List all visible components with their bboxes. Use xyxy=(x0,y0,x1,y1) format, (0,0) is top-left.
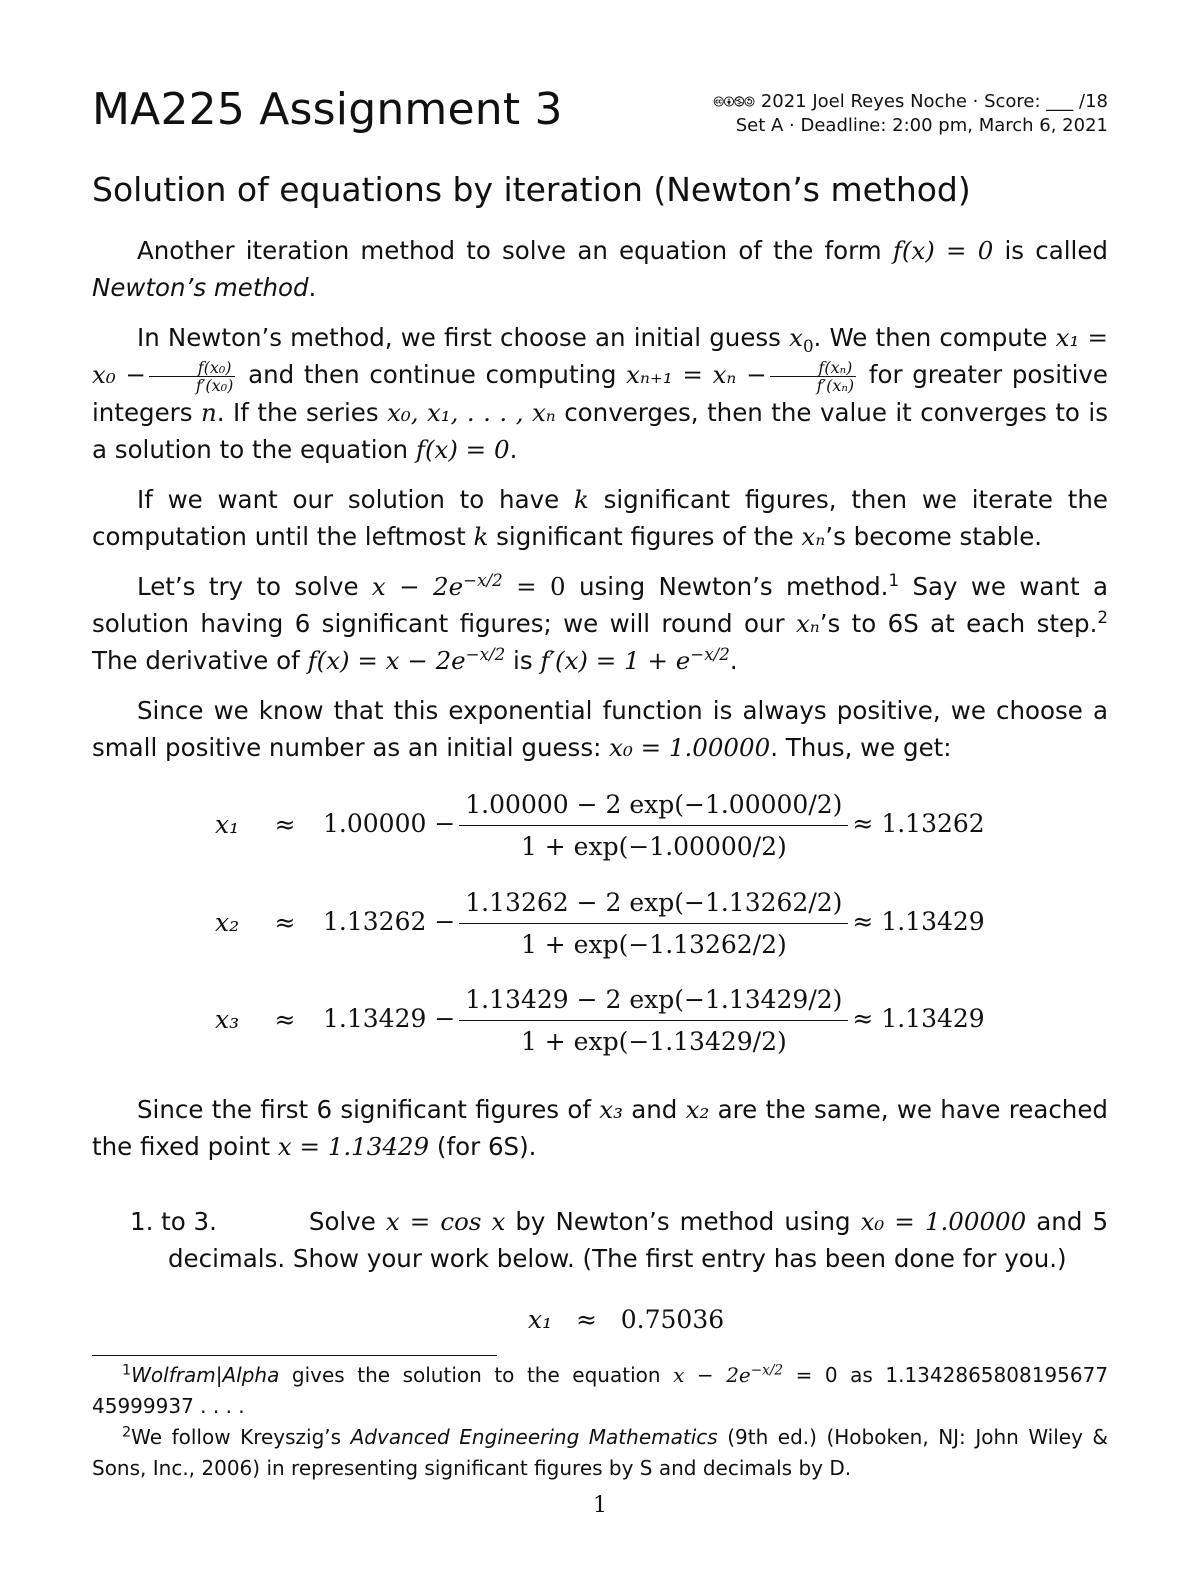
iteration-fraction: $\frac{1.13262 - 2 \exp(-1.13262/2)}{1 + \exp(-1.13262/2)}$ xyxy=(459,888,848,959)
paragraph-conclusion: Since the first 6 significant figures of x₃ and x₂ are the same, we have reached the fixed point x = 1.13429 (for 6S). xyxy=(92,1095,1108,1161)
exercise-number: 1. to 3. xyxy=(130,1207,217,1236)
footnotes xyxy=(92,1360,1108,1484)
page-number: 1 xyxy=(593,1493,607,1518)
footnote-divider xyxy=(92,1355,497,1356)
exercise-item xyxy=(92,1203,1108,1277)
paragraph-method: In Newton’s method, we first choose an initial guess $x_0$. We then compute x₁ = x₀ − $\frac{\text{f(x₀)}}{\text{f′(x₀)}}$ and then continue computing xₙ₊₁ = xₙ − $\frac{\text{f(xₙ)}}{\text{f′(xₙ)}}$ for greater positive integers n. If the series x₀, x₁, . . . , xₙ converges, then the value it converges to is a solution to the equation f(x) = 0. xyxy=(92,323,1108,464)
paragraph-example: Let’s try to solve $x - 2e^{-x/2} = 0$ using Newton’s method.$^1$ Say we want a solution having 6 significant figures; we will round our xₙ’s to 6S at each step.$^2$ The derivative of $f(x) = x - 2e^{-x/2}$ is $f'(x) = 1 + e^{-x/2}$. xyxy=(92,570,1108,675)
footnote-1: $^1$Wolfram|Alpha gives the solution to the equation $x - 2e^{-x/2} = 0$ as 1.1342865808195677 45999937 . . . . xyxy=(92,1362,1109,1418)
footnote-ref-2: 2 xyxy=(1097,607,1108,627)
assignment-title: MA225 Assignment 3 xyxy=(92,84,563,135)
emphasis-newtons-method: Newton’s method xyxy=(92,273,309,302)
meta-line-1: 🅭🅯🄏🄎 2021 Joel Reyes Noche · Score: ___ /18 xyxy=(714,91,1108,112)
section-heading: Solution of equations by iteration (Newton’s method) xyxy=(92,170,971,209)
body-text xyxy=(92,232,1108,779)
fraction-f-over-fprime-xn: $\frac{\text{f(xₙ)}}{\text{f′(xₙ)}}$ xyxy=(770,359,857,394)
paragraph-initial-guess: Since we know that this exponential function is always positive, we choose a small positive number as an initial guess: x₀ = 1.00000. Thus, we get: xyxy=(92,695,1108,762)
paragraph-significant-figures: If we want our solution to have k significant figures, then we iterate the computation until the leftmost k significant figures of the xₙ’s become stable. xyxy=(92,484,1108,551)
header-meta xyxy=(714,90,1108,138)
iteration-fraction: $\frac{1.13429 - 2 \exp(-1.13429/2)}{1 + \exp(-1.13429/2)}$ xyxy=(459,985,848,1056)
meta-line-2: Set A · Deadline: 2:00 pm, March 6, 2021 xyxy=(735,115,1108,136)
exercise-text: Solve x = cos x by Newton’s method using x₀ = 1.00000 and 5 decimals. Show your work below. (The first entry has been done for you.) xyxy=(168,1207,1109,1273)
document-page: MA225 Assignment 3 🅭🅯🄏🄎 2021 Joel Reyes Noche · Score: ___ /18 Set A · Deadline: 2:00 pm, March 6, 2021 Solution of equations by iteration (Newton’s method) Another iteration method to solve an equation of the form f(x) = 0 is called Newton’s method. In Newton’s method, we first choose an initial guess $x_0$. We then compute x₁ = x₀ − $\frac{\text{f(x₀)}}{\text{f′(x₀)}}$ and then continue computing xₙ₊₁ = xₙ − $\frac{\text{f(xₙ)}}{\text{f′(xₙ)}}$ for greater positive integers n. If the series x₀, x₁, . . . , xₙ converges, then the value it converges to is a solution to the equation f(x) = 0. If we want our solution to have k significant figures, then we iterate the computation until the leftmost k significant figures of the xₙ’s become stable. Let’s try to solve $x - 2e^{-x/2} = 0$ using Newton’s method.$^1$ Say we want a solution having 6 significant figures; we will round our xₙ’s to 6S at each step.$^2$ The derivative of $f(x) = x - 2e^{-x/2}$ is $f'(x) = 1 + e^{-x/2}$. Since we know that this exponential function is always positive, we choose a small positive number as an initial guess: x₀ = 1.00000. Thus, we get: x₁ ≈ 1.00000 − $\frac{1.00000 - 2 \exp(-1.00000/2)}{1 + \exp(-1.00000/2)}$ ≈ 1.13262 x₂ ≈ 1.13262 − $\frac{1.13262 - 2 \exp(-1.13262/2)}{1 + \exp(-1.13262/2)}$ ≈ 1.13429 x₃ ≈ 1.13429 − $\frac{1.13429 - 2 \exp(-1.13429/2)}{1 + \exp(-1.13429/2)}$ ≈ 1.13429 Since the first 6 significant figures of x₃ and x₂ are the same, we have reached the fixed point x = 1.13429 (for 6S). 1. to 3. Solve x = cos x by Newton’s method using x₀ = 1.00000 and 5 decimals. Show your work below. (The first entry has been done for you.) x₁ ≈ 0.75036 $^1$Wolfram|Alpha gives the solution to the equation $x - 2e^{-x/2} = 0$ as 1.1342865808195677 45999937 . . . . $^2$We follow Kreyszig’s Advanced Engineering Mathematics (9th ed.) (Hoboken, NJ: John Wiley & Sons, Inc., 2006) in representing significant figures by S and decimals by D. 1 xyxy=(0,0,1200,1569)
paragraph-intro: Another iteration method to solve an equation of the form f(x) = 0 is called Newton’s method. xyxy=(92,236,1108,302)
given-first-entry: x₁ ≈ 0.75036 xyxy=(528,1305,725,1334)
fraction-f-over-fprime-x0: $\frac{\text{f(x₀)}}{\text{f′(x₀)}}$ xyxy=(149,359,235,394)
page-header xyxy=(92,84,1108,144)
footnote-2: $^2$We follow Kreyszig’s Advanced Engineering Mathematics (9th ed.) (Hoboken, NJ: John Wiley & Sons, Inc., 2006) in representing significant figures by S and decimals by D. xyxy=(92,1424,1109,1480)
footnote-ref-1: 1 xyxy=(888,570,900,590)
creative-commons-icon: 🅭🅯🄏🄎 xyxy=(714,93,756,111)
iteration-fraction: $\frac{1.00000 - 2 \exp(-1.00000/2)}{1 + \exp(-1.00000/2)}$ xyxy=(459,790,848,861)
